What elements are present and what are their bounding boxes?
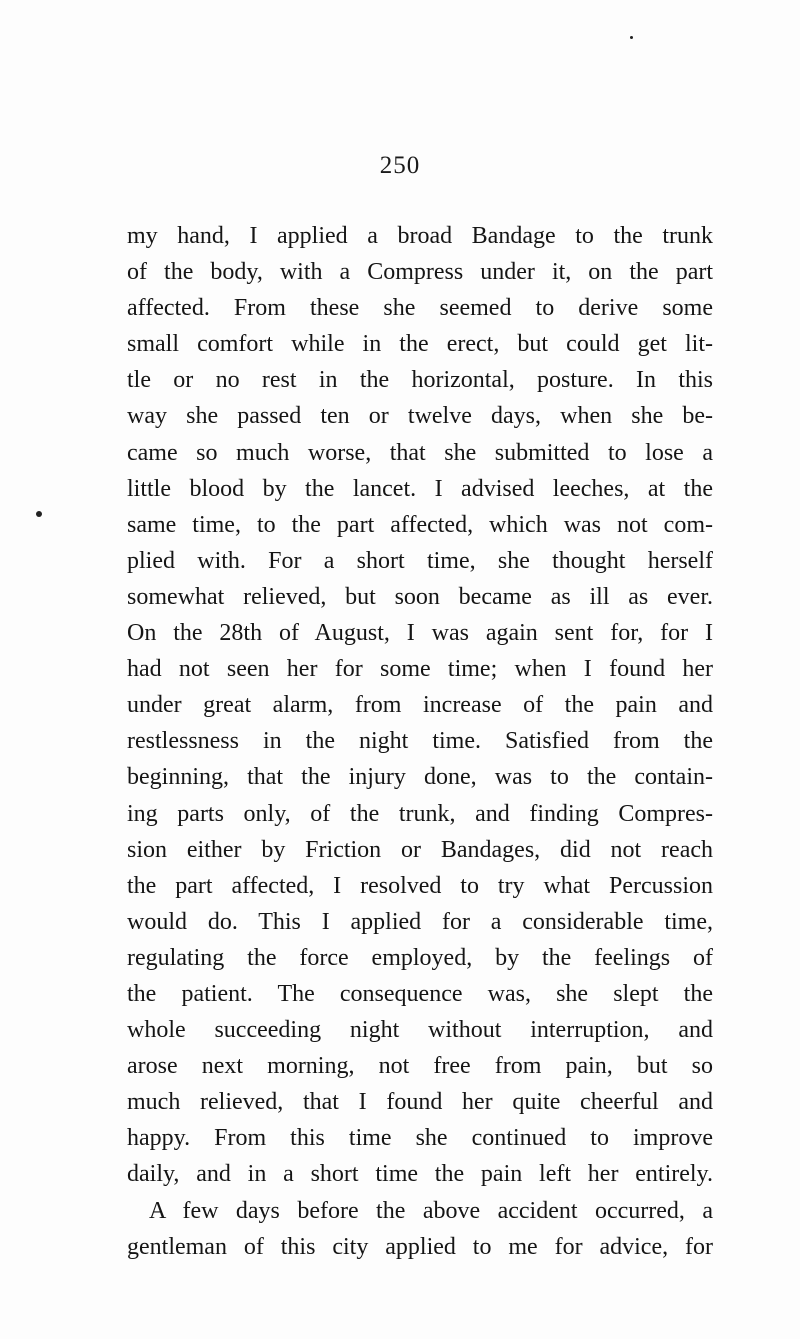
ink-speck: [36, 511, 42, 517]
text-line: affected. From these she seemed to derive some: [127, 295, 713, 322]
text-line: plied with. For a short time, she thought herself: [127, 547, 713, 574]
text-line: beginning, that the injury done, was to the contain-: [127, 764, 713, 791]
body-text: [127, 218, 713, 1265]
text-line: had not seen her for some time; when I found her: [127, 656, 713, 683]
text-line: small comfort while in the erect, but could get lit-: [127, 331, 713, 358]
text-line: tle or no rest in the horizontal, posture. In this: [127, 367, 713, 394]
text-line: restlessness in the night time. Satisfied from the: [127, 728, 713, 755]
text-line: under great alarm, from increase of the pain and: [127, 692, 713, 719]
text-line: ing parts only, of the trunk, and finding Compres-: [127, 800, 713, 827]
text-line: somewhat relieved, but soon became as ill as ever.: [127, 583, 713, 610]
text-line: happy. From this time she continued to improve: [127, 1125, 713, 1152]
text-line: of the body, with a Compress under it, on the part: [127, 259, 713, 286]
text-line: A few days before the above accident occurred, a: [149, 1197, 713, 1224]
text-line: daily, and in a short time the pain left her entirely.: [127, 1161, 713, 1188]
text-line: way she passed ten or twelve days, when she be-: [127, 403, 713, 430]
text-line: On the 28th of August, I was again sent for, for I: [127, 620, 713, 647]
text-line: gentleman of this city applied to me for advice, for: [127, 1233, 713, 1260]
text-line: little blood by the lancet. I advised leeches, at the: [127, 475, 713, 502]
text-line: the patient. The consequence was, she slept the: [127, 980, 713, 1007]
text-line: whole succeeding night without interruption, and: [127, 1017, 713, 1044]
text-line: sion either by Friction or Bandages, did not reach: [127, 836, 713, 863]
text-line: would do. This I applied for a considerable time,: [127, 908, 713, 935]
text-line: arose next morning, not free from pain, but so: [127, 1053, 713, 1080]
text-line: came so much worse, that she submitted to lose a: [127, 439, 713, 466]
text-line: same time, to the part affected, which was not com-: [127, 511, 713, 538]
ink-speck: [630, 36, 633, 39]
text-line: the part affected, I resolved to try what Percussion: [127, 872, 713, 899]
text-line: much relieved, that I found her quite cheerful and: [127, 1089, 713, 1116]
page-number: 250: [379, 152, 421, 179]
text-line: regulating the force employed, by the feelings of: [127, 944, 713, 971]
text-line: my hand, I applied a broad Bandage to the trunk: [127, 223, 713, 249]
